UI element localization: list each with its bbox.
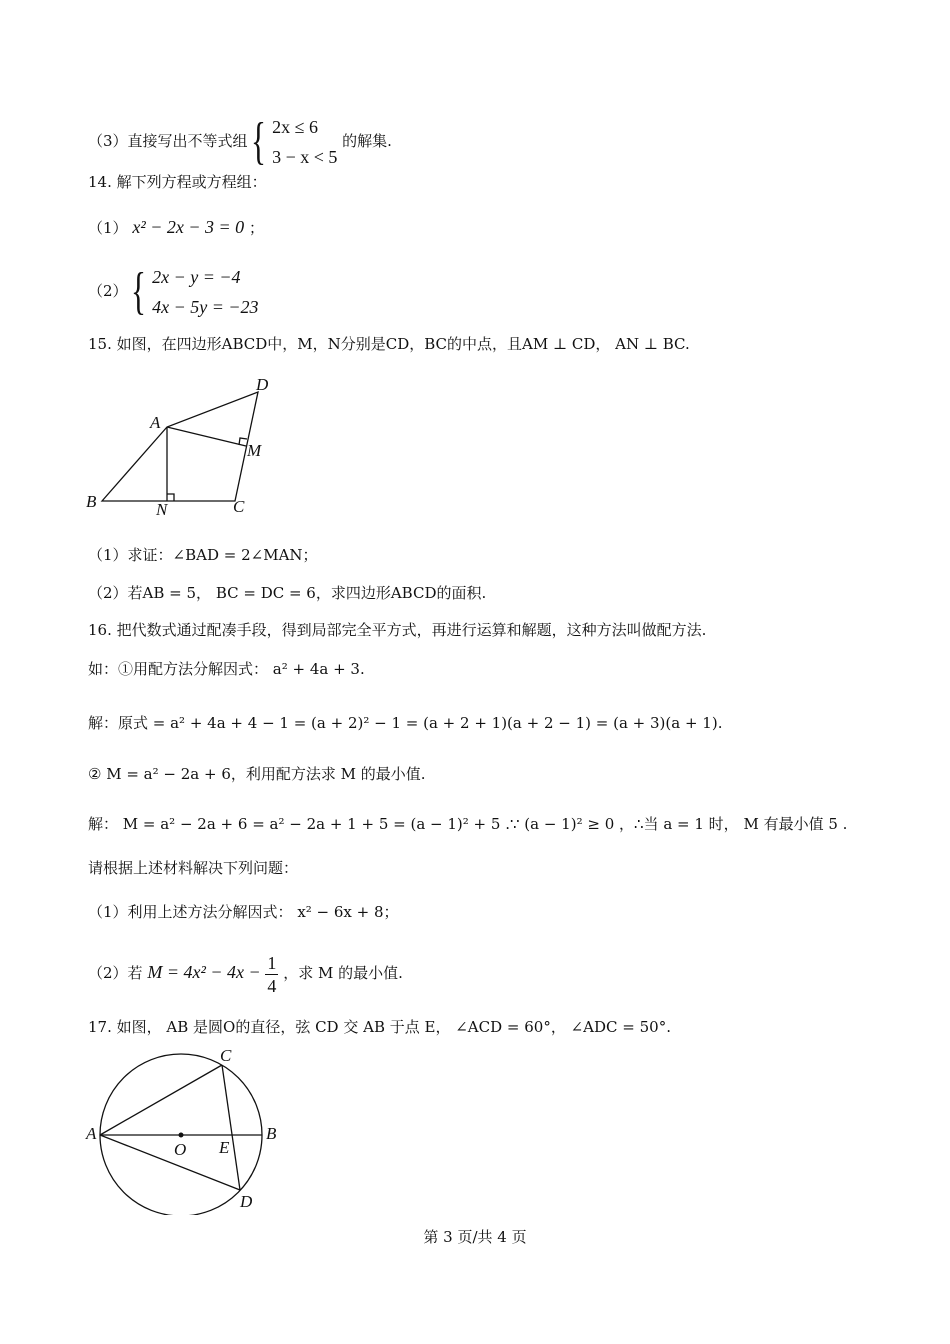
- label-a: A: [150, 413, 161, 432]
- q14-title: 14. 解下列方程或方程组：: [88, 173, 267, 191]
- label-n: N: [156, 500, 168, 519]
- q16-part2-expression: M = 4x² − 4x −: [147, 962, 261, 982]
- system-brace: {: [251, 113, 267, 170]
- right-angle-n: [167, 494, 174, 501]
- label-b: B: [266, 1124, 277, 1143]
- label-o: O: [174, 1140, 187, 1159]
- segment-am: [167, 427, 246, 446]
- q16-prompt: 请根据上述材料解决下列问题：: [88, 859, 299, 877]
- q14-part1-label: （1）: [88, 219, 128, 237]
- chord-cd: [222, 1065, 240, 1190]
- label-d: D: [256, 375, 269, 394]
- equation-row-1: 2x − y = −4: [152, 267, 241, 287]
- label-b: B: [86, 492, 97, 511]
- q14-part2: [88, 262, 259, 322]
- fraction-one-quarter: [265, 952, 278, 997]
- q16-part2-label: （2）若: [88, 964, 143, 982]
- inequality-system: [272, 112, 337, 172]
- quadrilateral-figure: [80, 370, 300, 520]
- q16-example1: 如：①用配方法分解因式： a² + 4a + 3.: [88, 660, 365, 678]
- q16-example2: ② M = a² − 2a + 6，利用配方法求 M 的最小值.: [88, 765, 426, 783]
- q14-part2-label: （2）: [88, 282, 128, 300]
- page-footer: 第 3 页/共 4 页: [423, 1228, 527, 1246]
- q16-stem: 16. 把代数式通过配凑手段，得到局部完全平方式，再进行运算和解题，这种方法叫做配方法.: [88, 621, 707, 639]
- inequality-row-1: 2x ≤ 6: [272, 117, 318, 137]
- system-brace: {: [131, 263, 147, 320]
- q16-solution1: 解：原式 = a² + 4a + 4 − 1 = (a + 2)² − 1 = (a + 2 + 1)(a + 2 − 1) = (a + 3)(a + 1).: [88, 714, 723, 732]
- q13-part3-label: （3）直接写出不等式组: [88, 132, 248, 150]
- q14-part1-equation: x² − 2x − 3 = 0: [132, 217, 245, 237]
- label-e: E: [219, 1138, 230, 1157]
- equation-system: [152, 262, 258, 322]
- q13-part3: [88, 112, 392, 172]
- label-m: M: [247, 441, 262, 460]
- chord-ac: [100, 1065, 222, 1135]
- q15-part1: （1）求证：∠BAD = 2∠MAN；: [88, 546, 318, 564]
- q16-part2-tail: ，求 M 的最小值.: [283, 964, 403, 982]
- label-d: D: [240, 1192, 253, 1211]
- quadrilateral-abcd: [102, 392, 258, 501]
- q16-part2: [88, 950, 403, 997]
- q16-part1: （1）利用上述方法分解因式： x² − 6x + 8；: [88, 903, 399, 921]
- circle-figure: [80, 1045, 290, 1215]
- label-a: A: [86, 1124, 97, 1143]
- center-point-o: [179, 1133, 184, 1138]
- q14-part1: [88, 217, 264, 238]
- equation-row-2: 4x − 5y = −23: [152, 297, 259, 317]
- inequality-row-2: 3 − x < 5: [272, 147, 338, 167]
- label-c: C: [233, 497, 245, 516]
- q16-solution2: 解： M = a² − 2a + 6 = a² − 2a + 1 + 5 = (a − 1)² + 5 .∵ (a − 1)² ≥ 0 ，∴当 a = 1 时， M 有最小值 5 .: [88, 815, 848, 833]
- q17-stem: 17. 如图， AB 是圆O的直径，弦 CD 交 AB 于点 E， ∠ACD = 60°， ∠ADC = 50°.: [88, 1018, 671, 1036]
- fraction-numerator: 1: [267, 952, 277, 973]
- fraction-denominator: 4: [267, 975, 277, 996]
- label-c: C: [220, 1046, 232, 1065]
- q15-part2: （2）若AB = 5， BC = DC = 6，求四边形ABCD的面积.: [88, 584, 487, 602]
- q14-part1-tail: ；: [248, 219, 264, 237]
- q15-stem: 15. 如图，在四边形ABCD中，M，N分别是CD，BC的中点，且AM ⊥ CD， AN ⊥ BC.: [88, 335, 690, 353]
- q13-part3-tail: 的解集.: [342, 132, 392, 150]
